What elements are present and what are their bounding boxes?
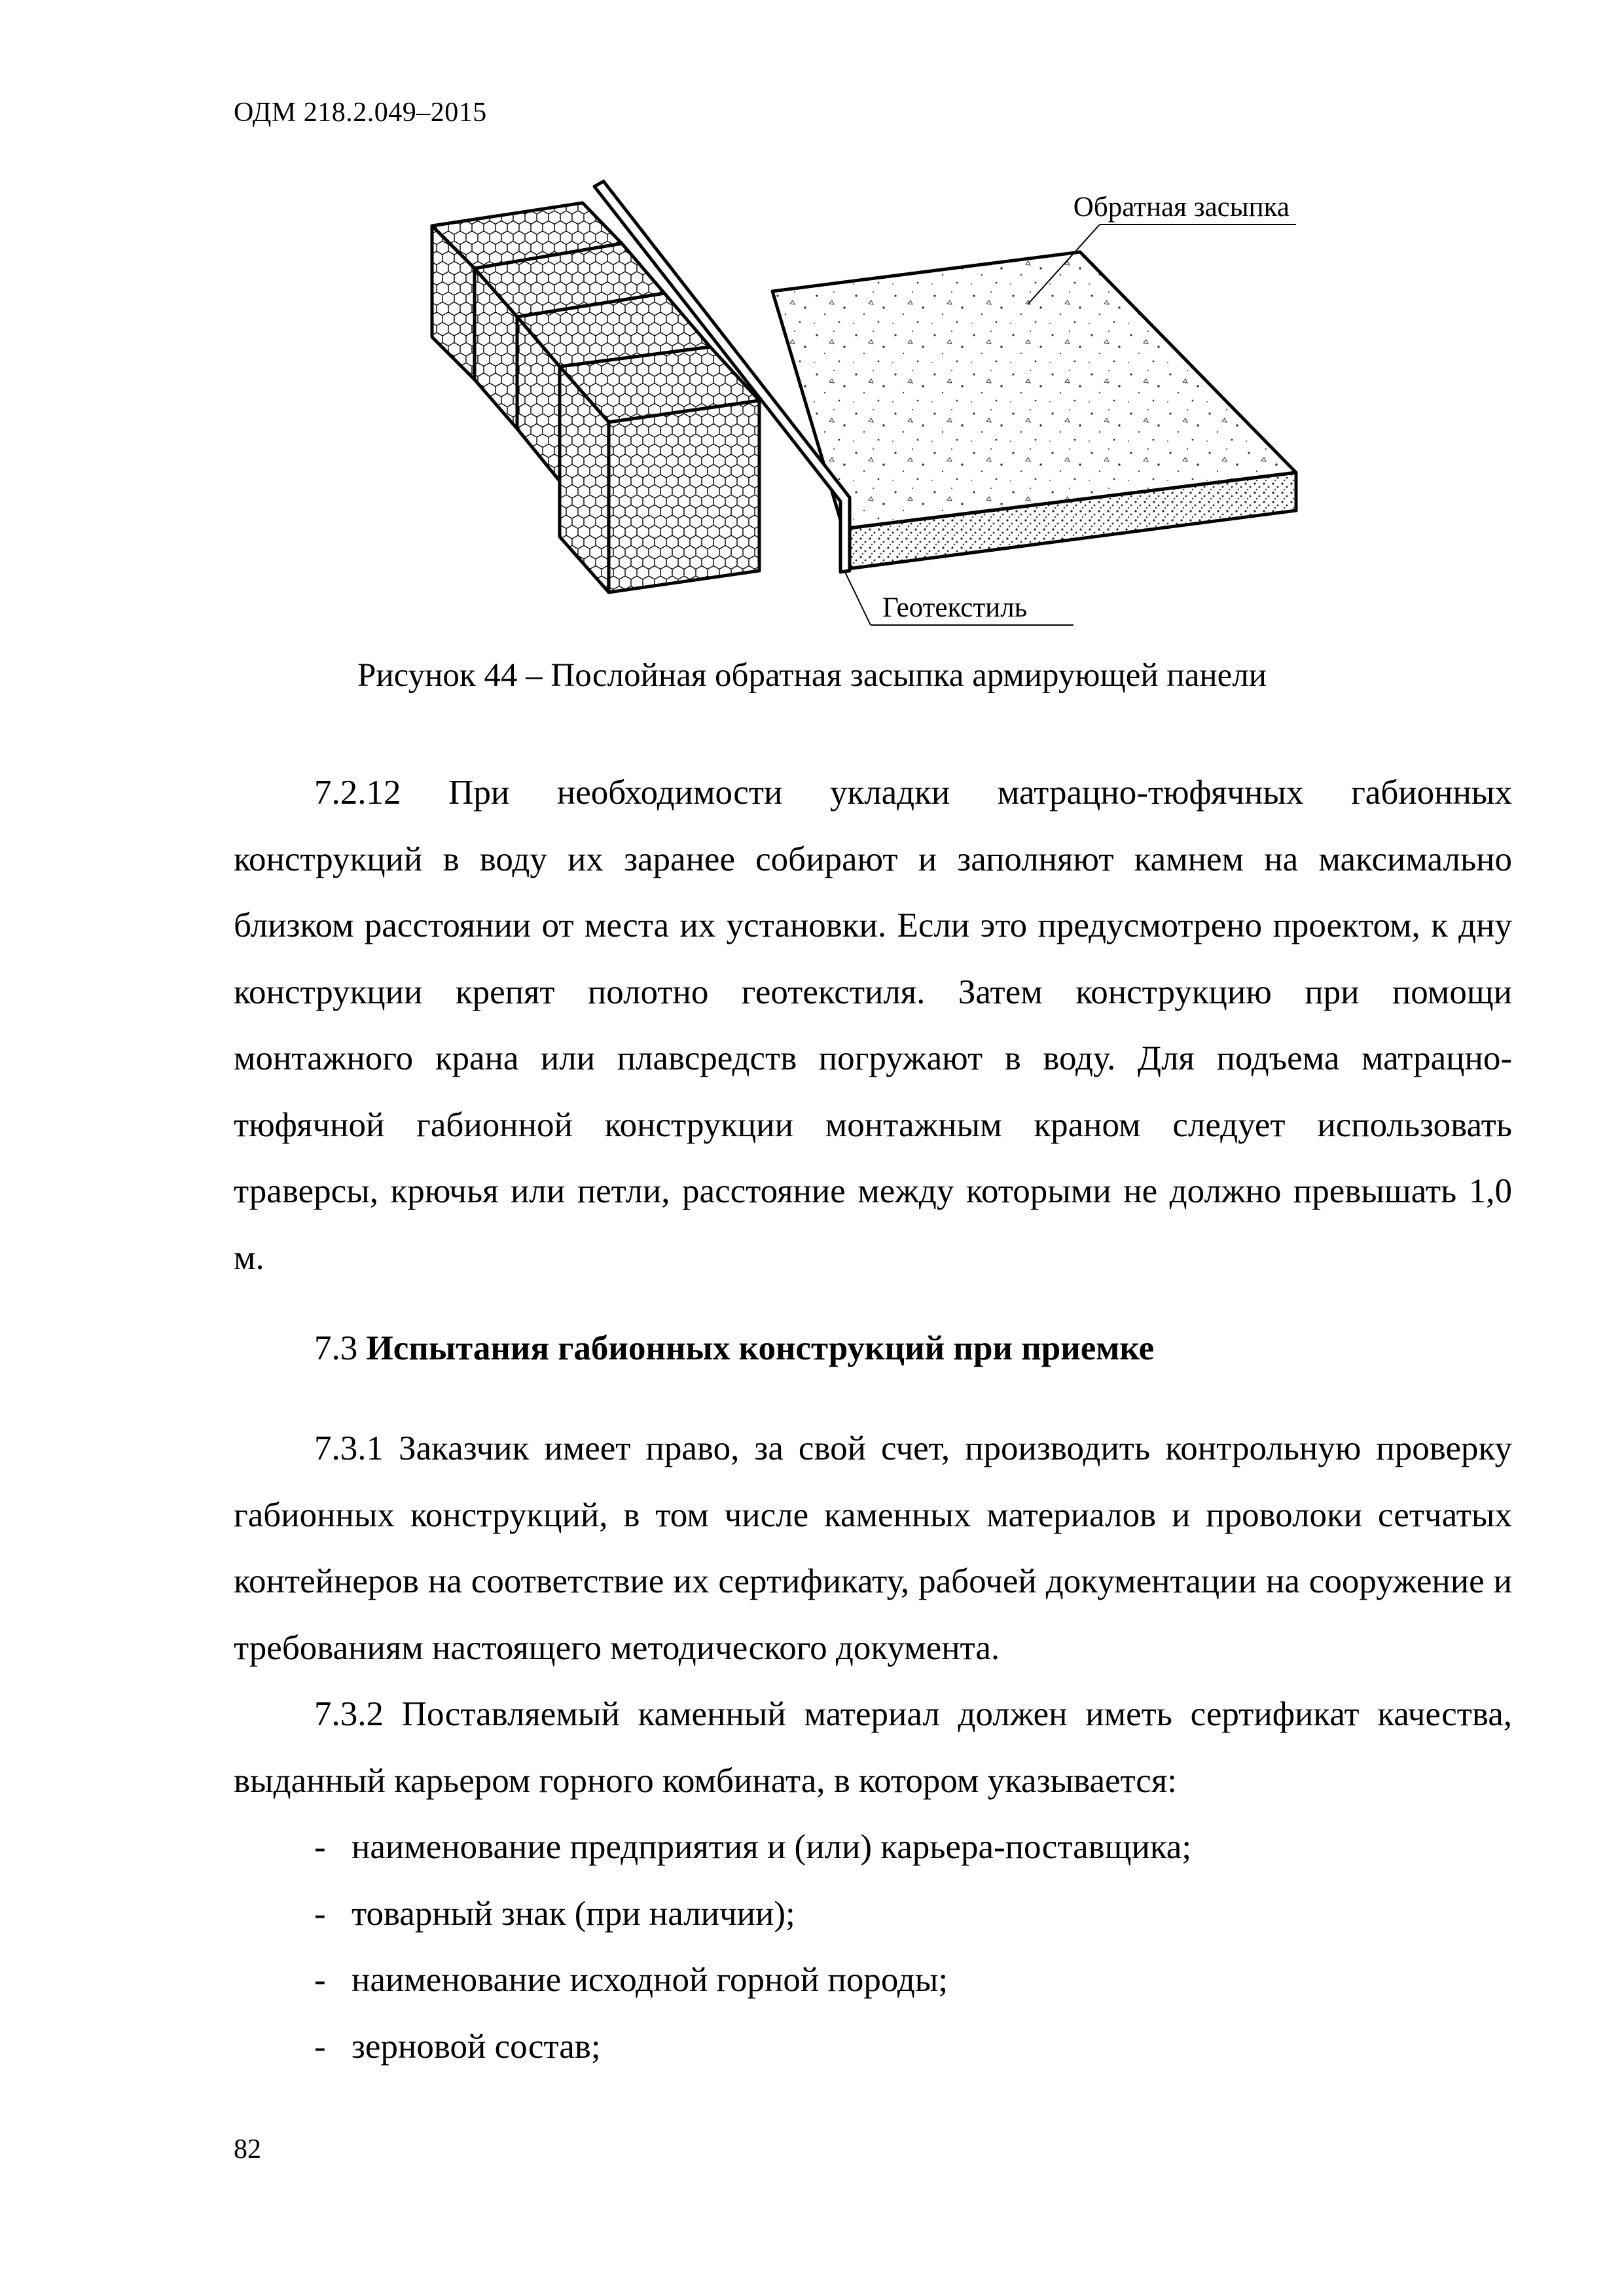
paragraph-7-3-1: 7.3.1 Заказчик имеет право, за свой счет, производить контрольную проверку габионных конструкций, в том числе каменных материалов и проволоки сетчатых контейнеров на соответствие их сертификату, рабочей документации на сооружение и требованиям настоящего методического документа. — [234, 1429, 1512, 1667]
document-code-header: ОДМ 218.2.049–2015 — [234, 98, 487, 128]
label-geotextile: Геотекстиль — [882, 592, 1028, 623]
paragraph-7-3-2: 7.3.2 Поставляемый каменный материал должен иметь сертификат качества, выданный карьером горного комбината, в котором указывается: — [234, 1695, 1512, 1800]
section-number: 7.3 — [314, 1329, 358, 1367]
page-number: 82 — [234, 2134, 261, 2164]
paragraph-7-2-12: 7.2.12 При необходимости укладки матрацно-тюфячных габионных конструкций в воду их заранее собирают и заполняют камнем на максимально близком расстоянии от места их установки. Если это предусмотрено проектом, к дну конструкции крепят полотно геотекстиля. Затем конструкцию при помощи монтажного крана или плавсредств погружают в воду. Для подъема матрацно-тюфячной габионной конструкции монтажным краном следует использовать траверсы, крючья или петли, расстояние между которыми не должно превышать 1,0 м. — [234, 774, 1512, 1277]
section-title: Испытания габионных конструкций при приемке — [366, 1329, 1155, 1367]
list-item-text: наименование исходной горной породы; — [352, 1961, 948, 1999]
text-block-7-3 — [234, 1416, 1512, 2080]
figure-reinforcing-panel-backfill — [419, 170, 1335, 641]
list-item-text: товарный знак (при наличии); — [352, 1894, 795, 1933]
list-item: - наименование предприятия и (или) карьера-поставщика; — [314, 1828, 1192, 1866]
section-heading-7-3 — [234, 1316, 1512, 1382]
list-item: - товарный знак (при наличии); — [314, 1894, 795, 1933]
figure-caption: Рисунок 44 – Послойная обратная засыпка армирующей панели — [357, 657, 1267, 694]
text-block-7-2-12 — [234, 760, 1512, 1291]
label-backfill: Обратная засыпка — [1073, 192, 1290, 223]
list-item: - зерновой состав; — [314, 2027, 601, 2066]
list-item-text: зерновой состав; — [352, 2027, 601, 2066]
list-item: - наименование исходной горной породы; — [314, 1961, 948, 1999]
list-item-text: наименование предприятия и (или) карьера-поставщика; — [352, 1828, 1192, 1866]
